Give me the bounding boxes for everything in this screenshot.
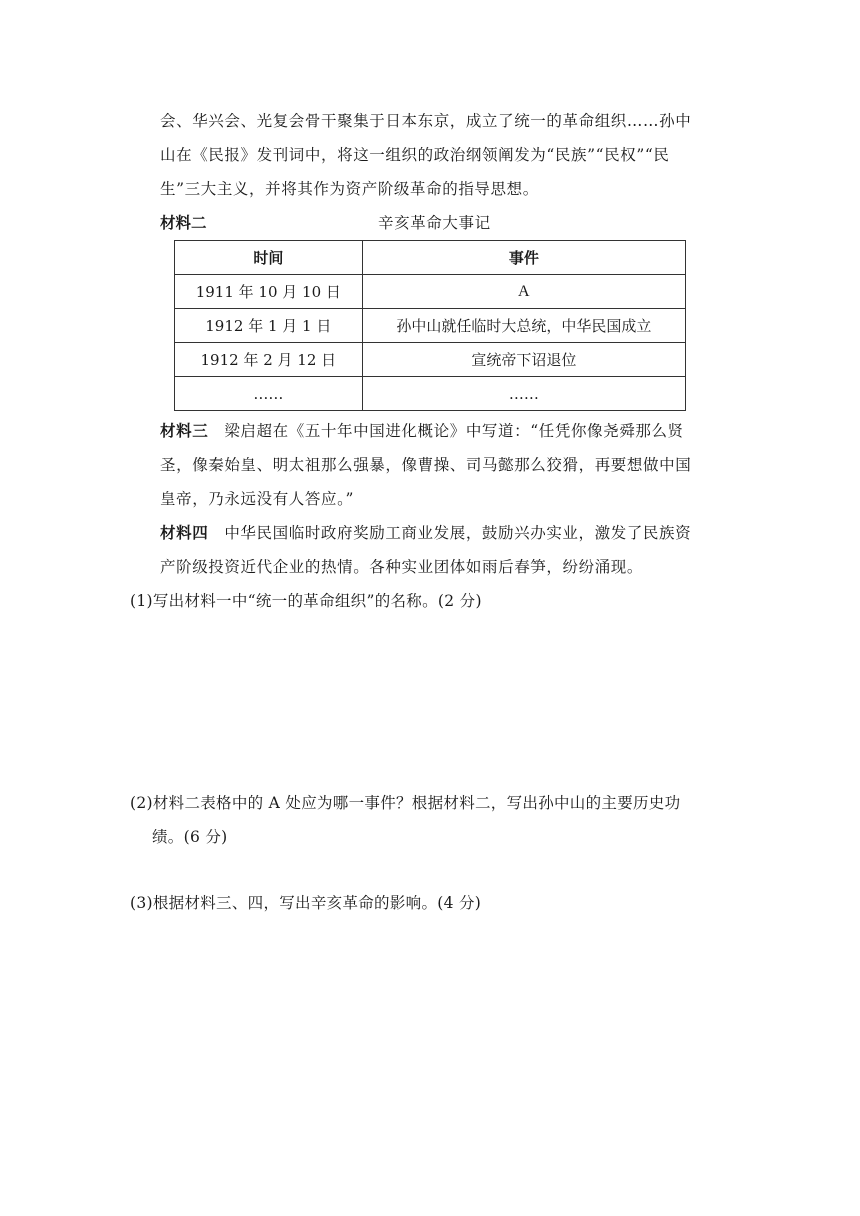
material1-line-3: 生”三大主义，并将其作为资产阶级革命的指导思想。 [160,180,539,198]
material1-line-2: 山在《民报》发刊词中，将这一组织的政治纲领阐发为“民族”“民权”“民 [160,146,670,164]
table-row [175,275,686,309]
material4-label: 材料四 [160,524,209,542]
question-3: (3)根据材料三、四，写出辛亥革命的影响。(4 分) [130,894,482,912]
table-row [175,377,686,411]
question-2-line-1: (2)材料二表格中的 A 处应为哪一事件？根据材料二，写出孙中山的主要历史功 [130,794,681,812]
material2-label: 材料二 [160,214,207,232]
header-event: 事件 [362,241,685,275]
cell-time: 1912 年 2 月 12 日 [175,343,363,377]
material4-paragraph [160,516,730,584]
events-table [174,240,686,411]
cell-time: …… [175,377,363,411]
question-2 [130,786,730,854]
cell-event: 孙中山就任临时大总统，中华民国成立 [362,309,685,343]
table-row [175,343,686,377]
material2-caption: 辛亥革命大事记 [378,214,491,232]
table-row [175,309,686,343]
material3-paragraph [160,414,730,516]
cell-event: A [362,275,685,309]
table-header-row [175,241,686,275]
material4-line-2: 产阶级投资近代企业的热情。各种实业团体如雨后春笋，纷纷涌现。 [160,558,644,576]
cell-event: …… [362,377,685,411]
material3-line-1: 梁启超在《五十年中国进化概论》中写道：“任凭你像尧舜那么贤 [224,422,684,440]
question-2-line-2: 绩。(6 分) [152,828,228,846]
header-time: 时间 [175,241,363,275]
material3-line-3: 皇帝，乃永远没有人答应。” [160,490,354,508]
material1-line-1: 会、华兴会、光复会骨干聚集于日本东京，成立了统一的革命组织……孙中 [160,112,692,130]
material1-paragraph [160,104,730,206]
cell-event: 宣统帝下诏退位 [362,343,685,377]
material2-heading [160,210,730,236]
cell-time: 1911 年 10 月 10 日 [175,275,363,309]
cell-time: 1912 年 1 月 1 日 [175,309,363,343]
question-1: (1)写出材料一中“统一的革命组织”的名称。(2 分) [130,592,482,610]
material4-line-1: 中华民国临时政府奖励工商业发展，鼓励兴办实业，激发了民族资 [224,524,692,542]
material3-line-2: 圣，像秦始皇、明太祖那么强暴，像曹操、司马懿那么狡猾，再要想做中国 [160,456,692,474]
material3-label: 材料三 [160,422,209,440]
